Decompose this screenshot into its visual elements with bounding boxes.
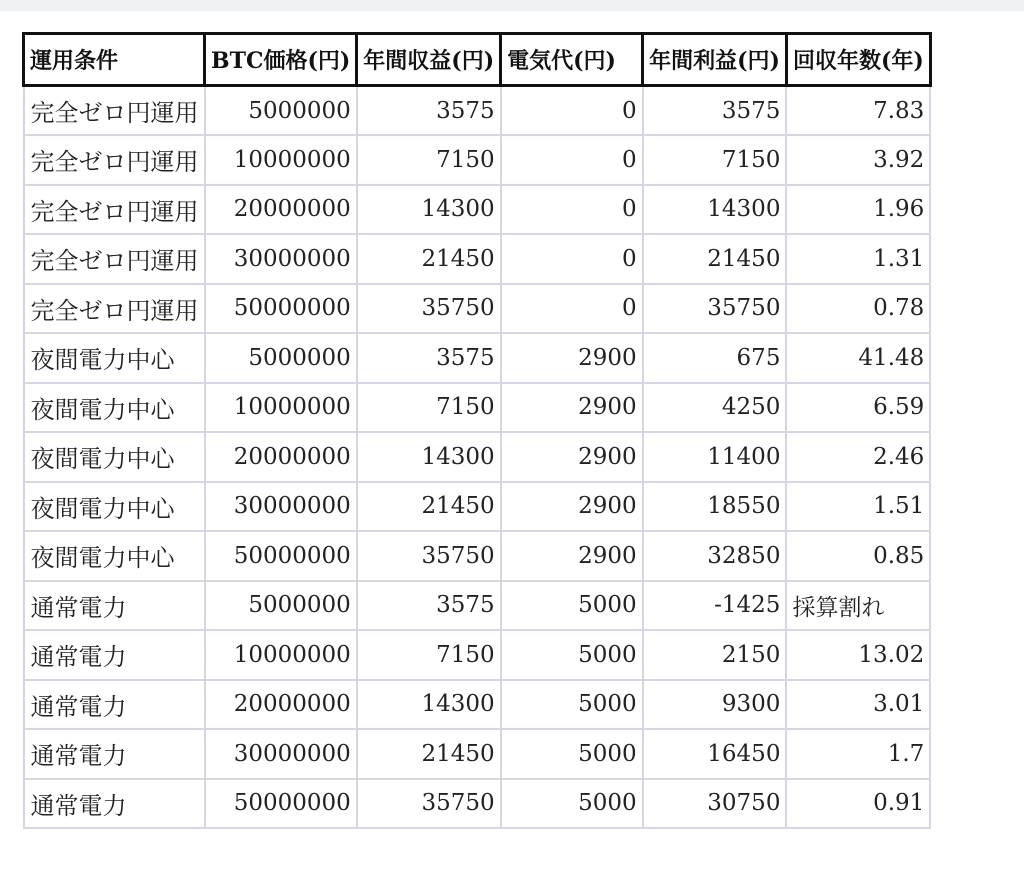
- cell-btc-price[interactable]: 20000000: [205, 680, 357, 730]
- cell-electricity-cost[interactable]: 0: [501, 135, 643, 185]
- cell-btc-price[interactable]: 50000000: [205, 284, 357, 334]
- table-row: [24, 185, 931, 235]
- cell-annual-profit[interactable]: 9300: [643, 680, 787, 730]
- cell-annual-profit[interactable]: 675: [643, 333, 787, 383]
- cell-electricity-cost[interactable]: 5000: [501, 680, 643, 730]
- header-cell-btc-price[interactable]: BTC価格(円): [205, 34, 357, 86]
- cell-electricity-cost[interactable]: 5000: [501, 729, 643, 779]
- cell-condition[interactable]: 夜間電力中心: [24, 482, 205, 532]
- cell-btc-price[interactable]: 5000000: [205, 333, 357, 383]
- cell-annual-profit[interactable]: 7150: [643, 135, 787, 185]
- cell-condition[interactable]: 通常電力: [24, 630, 205, 680]
- cell-btc-price[interactable]: 30000000: [205, 234, 357, 284]
- cell-annual-revenue[interactable]: 14300: [357, 432, 501, 482]
- cell-annual-profit[interactable]: 32850: [643, 531, 787, 581]
- cell-condition[interactable]: 完全ゼロ円運用: [24, 284, 205, 334]
- table-row: [24, 581, 931, 631]
- cell-payback-years[interactable]: 1.51: [786, 482, 930, 532]
- cell-annual-profit[interactable]: 4250: [643, 383, 787, 433]
- table-row: [24, 135, 931, 185]
- cell-payback-years[interactable]: 0.91: [786, 779, 930, 829]
- table-row: [24, 383, 931, 433]
- cell-btc-price[interactable]: 50000000: [205, 531, 357, 581]
- cell-condition[interactable]: 完全ゼロ円運用: [24, 86, 205, 136]
- cell-condition[interactable]: 夜間電力中心: [24, 531, 205, 581]
- cell-btc-price[interactable]: 5000000: [205, 86, 357, 136]
- cell-annual-revenue[interactable]: 21450: [357, 482, 501, 532]
- cell-condition[interactable]: 通常電力: [24, 581, 205, 631]
- header-row: [24, 34, 931, 86]
- cell-annual-profit[interactable]: 30750: [643, 779, 787, 829]
- cell-condition[interactable]: 夜間電力中心: [24, 333, 205, 383]
- cell-annual-revenue[interactable]: 35750: [357, 779, 501, 829]
- cell-annual-revenue[interactable]: 3575: [357, 86, 501, 136]
- cell-condition[interactable]: 通常電力: [24, 680, 205, 730]
- cell-electricity-cost[interactable]: 0: [501, 185, 643, 235]
- cell-btc-price[interactable]: 20000000: [205, 185, 357, 235]
- cell-electricity-cost[interactable]: 2900: [501, 432, 643, 482]
- cell-electricity-cost[interactable]: 5000: [501, 630, 643, 680]
- cell-payback-years[interactable]: 0.78: [786, 284, 930, 334]
- cell-payback-years[interactable]: 7.83: [786, 86, 930, 136]
- top-bar: [0, 0, 1024, 11]
- table-row: [24, 729, 931, 779]
- cell-electricity-cost[interactable]: 2900: [501, 383, 643, 433]
- cell-btc-price[interactable]: 10000000: [205, 135, 357, 185]
- cell-annual-profit[interactable]: 11400: [643, 432, 787, 482]
- cell-btc-price[interactable]: 30000000: [205, 482, 357, 532]
- cell-condition[interactable]: 通常電力: [24, 729, 205, 779]
- cell-btc-price[interactable]: 5000000: [205, 581, 357, 631]
- cell-btc-price[interactable]: 30000000: [205, 729, 357, 779]
- header-cell-payback-years[interactable]: 回収年数(年): [786, 34, 930, 86]
- cell-annual-profit[interactable]: 14300: [643, 185, 787, 235]
- spreadsheet-table: [22, 32, 932, 829]
- cell-annual-revenue[interactable]: 3575: [357, 333, 501, 383]
- cell-annual-revenue[interactable]: 35750: [357, 284, 501, 334]
- table-row: [24, 630, 931, 680]
- cell-payback-years[interactable]: 1.7: [786, 729, 930, 779]
- cell-annual-revenue[interactable]: 35750: [357, 531, 501, 581]
- cell-annual-revenue[interactable]: 3575: [357, 581, 501, 631]
- cell-annual-revenue[interactable]: 14300: [357, 185, 501, 235]
- cell-btc-price[interactable]: 20000000: [205, 432, 357, 482]
- cell-payback-years[interactable]: 1.31: [786, 234, 930, 284]
- cell-annual-profit[interactable]: 2150: [643, 630, 787, 680]
- table-row: [24, 234, 931, 284]
- cell-annual-profit[interactable]: 16450: [643, 729, 787, 779]
- cell-electricity-cost[interactable]: 5000: [501, 779, 643, 829]
- cell-payback-years[interactable]: 41.48: [786, 333, 930, 383]
- table-row: [24, 432, 931, 482]
- table-row: [24, 333, 931, 383]
- cell-payback-years[interactable]: 13.02: [786, 630, 930, 680]
- table-row: [24, 86, 931, 136]
- table-row: [24, 779, 931, 829]
- cell-electricity-cost[interactable]: 2900: [501, 333, 643, 383]
- header-cell-annual-revenue[interactable]: 年間収益(円): [357, 34, 501, 86]
- cell-condition[interactable]: 完全ゼロ円運用: [24, 234, 205, 284]
- cell-annual-profit[interactable]: -1425: [643, 581, 787, 631]
- cell-annual-revenue[interactable]: 7150: [357, 135, 501, 185]
- cell-annual-profit[interactable]: 35750: [643, 284, 787, 334]
- header-cell-annual-profit[interactable]: 年間利益(円): [643, 34, 787, 86]
- cell-electricity-cost[interactable]: 0: [501, 234, 643, 284]
- header-cell-condition[interactable]: 運用条件: [24, 34, 205, 86]
- cell-annual-profit[interactable]: 18550: [643, 482, 787, 532]
- cell-condition[interactable]: 完全ゼロ円運用: [24, 135, 205, 185]
- cell-electricity-cost[interactable]: 2900: [501, 531, 643, 581]
- cell-annual-profit[interactable]: 21450: [643, 234, 787, 284]
- cell-condition[interactable]: 夜間電力中心: [24, 432, 205, 482]
- cell-payback-years[interactable]: 採算割れ: [786, 581, 930, 631]
- cell-annual-profit[interactable]: 3575: [643, 86, 787, 136]
- cell-btc-price[interactable]: 50000000: [205, 779, 357, 829]
- table-row: [24, 284, 931, 334]
- cell-annual-revenue[interactable]: 7150: [357, 630, 501, 680]
- cell-electricity-cost[interactable]: 5000: [501, 581, 643, 631]
- cell-condition[interactable]: 完全ゼロ円運用: [24, 185, 205, 235]
- cell-electricity-cost[interactable]: 0: [501, 86, 643, 136]
- cell-annual-revenue[interactable]: 7150: [357, 383, 501, 433]
- cell-electricity-cost[interactable]: 0: [501, 284, 643, 334]
- cell-payback-years[interactable]: 3.01: [786, 680, 930, 730]
- table-row: [24, 531, 931, 581]
- cell-annual-revenue[interactable]: 21450: [357, 729, 501, 779]
- header-cell-electricity-cost[interactable]: 電気代(円): [501, 34, 643, 86]
- cell-payback-years[interactable]: 2.46: [786, 432, 930, 482]
- cell-payback-years[interactable]: 0.85: [786, 531, 930, 581]
- cell-payback-years[interactable]: 1.96: [786, 185, 930, 235]
- cell-payback-years[interactable]: 3.92: [786, 135, 930, 185]
- cell-electricity-cost[interactable]: 2900: [501, 482, 643, 532]
- cell-btc-price[interactable]: 10000000: [205, 383, 357, 433]
- cell-condition[interactable]: 夜間電力中心: [24, 383, 205, 433]
- cell-annual-revenue[interactable]: 14300: [357, 680, 501, 730]
- cell-condition[interactable]: 通常電力: [24, 779, 205, 829]
- table-row: [24, 482, 931, 532]
- cell-payback-years[interactable]: 6.59: [786, 383, 930, 433]
- cell-btc-price[interactable]: 10000000: [205, 630, 357, 680]
- cell-annual-revenue[interactable]: 21450: [357, 234, 501, 284]
- table-row: [24, 680, 931, 730]
